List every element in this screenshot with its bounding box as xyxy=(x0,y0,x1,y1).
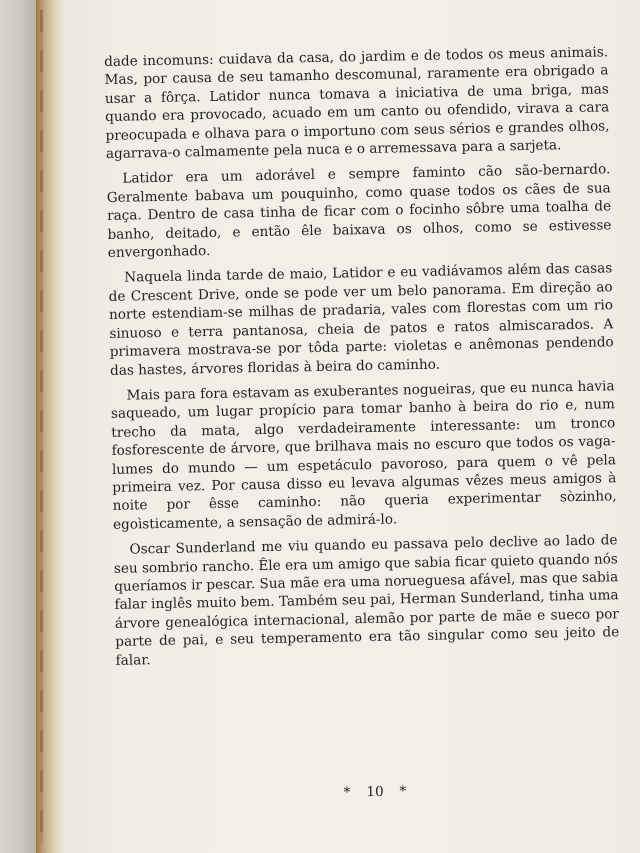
book-spine-edge xyxy=(0,0,36,853)
page-binding-gutter xyxy=(36,0,64,853)
footer-star-right: * xyxy=(399,783,407,800)
paragraph-3: Naquela linda tarde de maio, Latidor e eu vadiávamos além das casas de Crescent Drive, onde se pode ver um belo panorama. Em direção ao norte estendiam-se milhas de pradaria, vales com florestas com um rio sinuoso e terra pantanosa, cheia de patos e ratos almiscarados. A primavera mostrava-se por tôda parte: violetas e anêmonas pendendo das hastes, árvores floridas à beira do caminho. xyxy=(108,260,614,379)
page-number-footer xyxy=(330,783,420,801)
paragraph-5: Oscar Sunderland me viu quando eu passava pelo declive ao lado de seu sombrio rancho. Êle era um amigo que sabia ficar quieto quando nós queríamos ir pescar. Sua mãe era uma norueguesa afável, mas que sabia falar inglês muito bem. Também seu pai, Herman Sunderland, tinha uma árvore genealógica internacional, alemão por parte de mãe e sueco por parte de pai, e seu temperamento era tão singular como seu jeito de falar. xyxy=(113,532,620,669)
paragraph-4: Mais para fora estavam as exuberantes nogueiras, que eu nunca havia saqueado, um lugar propício para tomar banho à beira do rio e, num trecho da mata, algo verdadeiramente interessante: um tronco fosforescente de árvore, que brilhava mais no escuro que todos os vaga-lumes do mundo — um espetáculo pavoroso, para quem o vê pela primeira vez. Por causa disso eu levava algumas vêzes meus amigos à noite por êsse caminho: não queria experimentar sòzinho, egoìsticamente, a sensação de admirá-lo. xyxy=(110,378,617,533)
paragraph-2: Latidor era um adorável e sempre faminto cão são-bernardo. Geralmente babava um pouquinho, como quase todos os cães de sua raça. Dentro de casa tinha de ficar com o focinho sôbre uma toalha de banho, deitado, e então êle baixava os olhos, como se estivesse envergonhado. xyxy=(106,161,612,262)
paragraph-1: dade incomuns: cuidava da casa, do jardim e de todos os meus animais. Mas, por causa de seu tamanho descomunal, raramente era obrigado a usar a fôrça. Latidor nunca tomava a iniciativa de uma briga, mas quando era provocado, acuado em um canto ou ofendido, virava a cara preocupada e olhava para o importuno com seus sérios e grandes olhos, agarrava-o calmamente pela nuca e o arremessava para a sarjeta. xyxy=(104,44,610,163)
page-text-body xyxy=(104,43,620,677)
footer-star-left: * xyxy=(343,784,351,801)
page-number: 10 xyxy=(366,783,384,801)
